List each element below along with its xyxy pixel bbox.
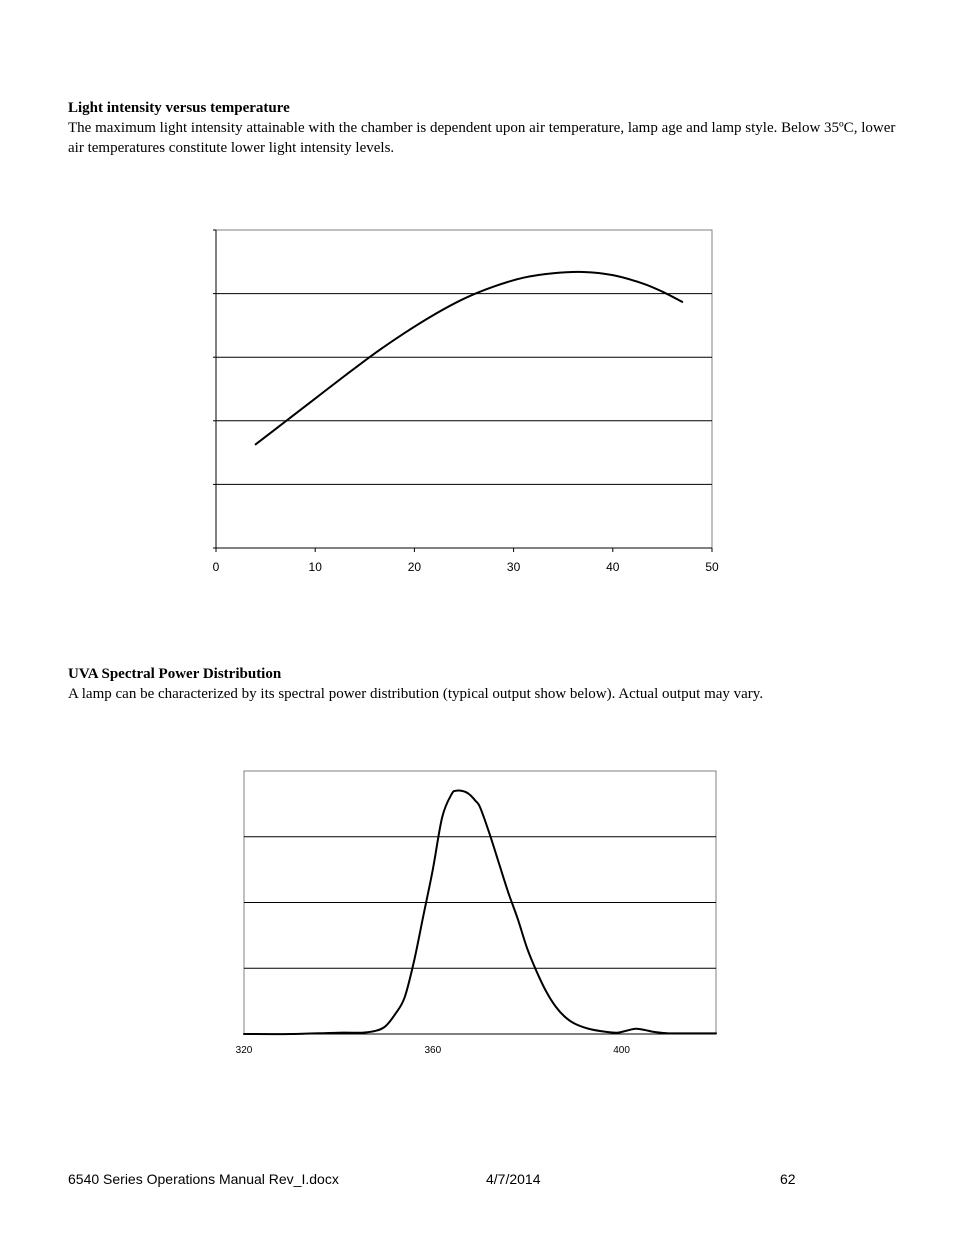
x-tick-label: 10 [308, 560, 322, 574]
section-heading: Light intensity versus temperature [68, 100, 290, 116]
section-uva-spectral [68, 665, 898, 704]
footer-page-number: 62 [780, 1171, 796, 1187]
section-heading: UVA Spectral Power Distribution [68, 666, 282, 682]
series-line [256, 272, 683, 444]
x-tick-label: 360 [424, 1045, 442, 1056]
series-line [244, 790, 716, 1034]
x-tick-label: 320 [235, 1045, 253, 1056]
plot-area [216, 230, 712, 548]
x-tick-label: 0 [212, 560, 220, 574]
x-tick-label: 30 [506, 560, 521, 574]
light-intensity-chart [200, 225, 730, 585]
footer-date: 4/7/2014 [486, 1171, 541, 1187]
x-tick-label: 40 [606, 560, 620, 574]
section-paragraph: A lamp can be characterized by its spectral power distribution (typical output show below). Actual output may vary. [68, 686, 764, 702]
x-tick-label: 400 [613, 1045, 630, 1056]
section-paragraph: The maximum light intensity attainable with the chamber is dependent upon air temperature, lamp age and lamp style. Below 35ºC, lower air temperatures constitute lower light intensity levels. [68, 120, 896, 156]
footer-filename: 6540 Series Operations Manual Rev_I.docx [68, 1171, 339, 1187]
x-tick-label: 50 [705, 560, 719, 574]
section-light-intensity [68, 99, 898, 158]
uva-spectral-chart [225, 765, 730, 1065]
x-tick-label: 20 [407, 560, 422, 574]
